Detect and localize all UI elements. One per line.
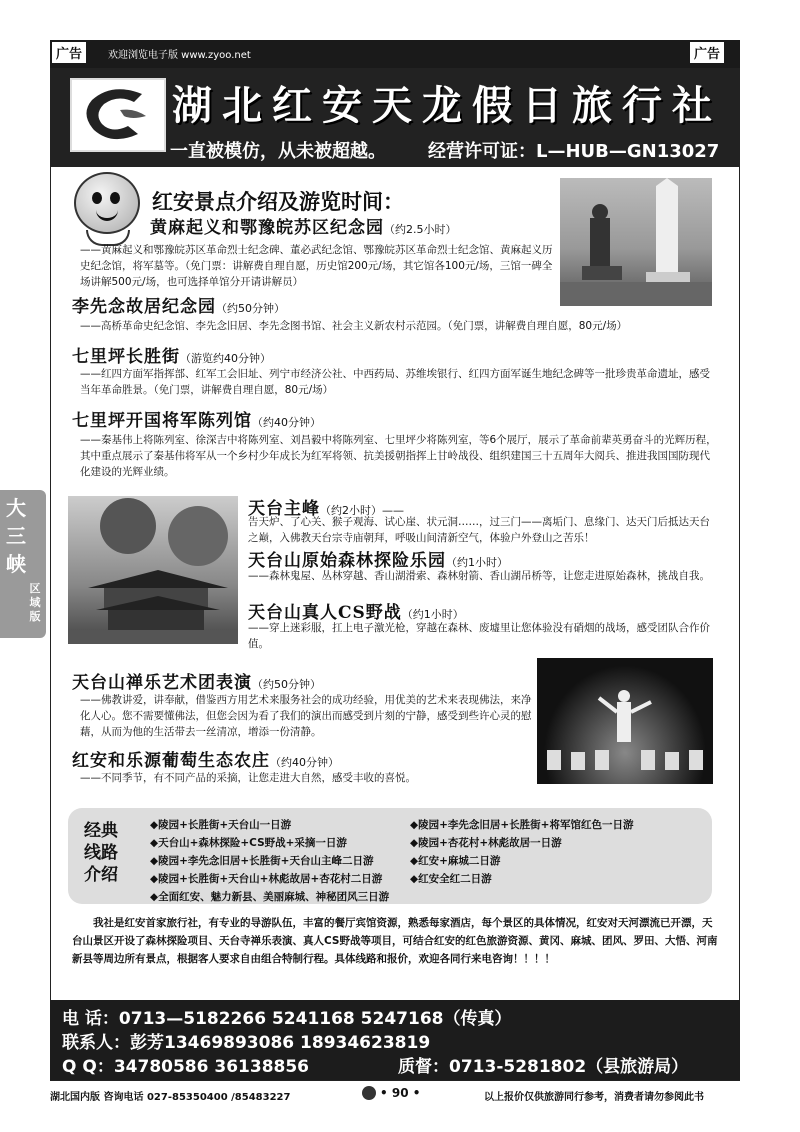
route-item[interactable]: ◆红安+麻城二日游	[410, 855, 501, 867]
phone-numbers[interactable]: 0713—5182266 5241168 5247168（传真）	[118, 1009, 512, 1029]
phone-label: 电 话：	[62, 1009, 119, 1029]
attraction-duration: （约40分钟）	[252, 416, 321, 429]
qq-numbers[interactable]: 34780586 36138856	[113, 1057, 310, 1077]
mascot-smile-icon	[96, 210, 118, 221]
contact-person-label: 联系人：	[62, 1033, 130, 1053]
temple-photo	[68, 496, 238, 644]
about-paragraph: 我社是红安首家旅行社，有专业的导游队伍，丰富的餐厅宾馆资源，熟悉每家酒店，每个景区的具体情况，红安对天河漂流已开漂，天台山景区开设了森林探险项目、天台寺禅乐表演、真人CS野战等项目，可结合红安的红色旅游资源、黄冈、麻城、团风、罗田、大悟、河南新县等周边所有景点，根据客人要求自由组合特制行程。具体线路和报价，欢迎各同行来电咨询！！！！	[72, 917, 718, 965]
attraction-name: 李先念故居纪念园	[72, 297, 216, 317]
route-item[interactable]: ◆陵园+李先念旧居+长胜街+天台山主峰二日游	[150, 855, 374, 867]
attraction-name: 天台主峰	[248, 499, 320, 519]
attraction-duration: （游览约40分钟）	[180, 352, 271, 365]
contact-person-row	[62, 1028, 430, 1053]
attraction-name: 天台山原始森林探险乐园	[248, 551, 446, 571]
monument-image-icon	[560, 178, 712, 306]
route-item[interactable]: ◆全面红安、魅力新县、美丽麻城、神秘团风三日游	[150, 891, 390, 903]
attraction-title	[72, 406, 321, 431]
dragon-logo-icon	[72, 80, 164, 150]
sidebar-small-text: 区域版	[29, 582, 41, 623]
temple-image-icon	[68, 496, 238, 644]
attraction-duration: （约1小时）	[401, 608, 464, 621]
route-item[interactable]: ◆陵园+李先念旧居+长胜街+将军馆红色一日游	[410, 819, 634, 831]
mascot-icon	[74, 172, 140, 234]
slogan: 一直被模仿，从未被超越。	[170, 141, 386, 162]
page-badge-icon	[362, 1086, 376, 1100]
route-item[interactable]: ◆陵园+长胜街+天台山+林彪故居+杏花村二日游	[150, 873, 383, 885]
attraction-name: 七里坪长胜街	[72, 347, 180, 367]
attraction-title	[150, 213, 457, 238]
attraction-desc: ——红四方面军指挥部、红军工会旧址、列宁市经济公社、中西药局、苏维埃银行、红四方面军诞生地纪念碑等一批珍贵革命遗址，感受当年革命胜景。（免门票，讲解费自理自愿，80元/场）	[80, 368, 710, 396]
footer-left: 湖北国内版 咨询电话 027-85350400 /85483227	[50, 1092, 291, 1103]
attraction-title	[72, 746, 339, 771]
attraction-duration: （约1小时）	[446, 556, 508, 569]
route-item[interactable]: ◆天台山+森林探险+CS野战+采摘一日游	[150, 837, 347, 849]
company-logo	[70, 78, 166, 152]
performance-photo	[537, 658, 713, 784]
attraction-title	[72, 342, 271, 367]
route-item[interactable]: ◆红安全红二日游	[410, 873, 492, 885]
attraction-name: 天台山真人CS野战	[248, 603, 402, 623]
attraction-name: 黄麻起义和鄂豫皖苏区纪念园	[150, 218, 384, 238]
company-name: 湖北红安天龙假日旅行社	[172, 82, 722, 129]
attraction-duration: （约2小时）——	[320, 504, 404, 517]
attraction-title	[72, 292, 285, 317]
mascot-eye-icon	[110, 192, 120, 204]
attraction-desc: ——不同季节，有不同产品的采摘，让您走进大自然，感受丰收的喜悦。	[80, 772, 416, 784]
attraction-desc: ——秦基伟上将陈列室、徐深吉中将陈列室、刘昌毅中将陈列室、七里坪少将陈列室，等6个展厅，展示了革命前辈英勇奋斗的光辉历程，其中重点展示了秦基伟将军从一个乡村少年成长为红军将领、抗美援朝指挥上甘岭战役、组织建国三十五周年大阅兵、推进我国国防现代化建设的光辉业绩。	[80, 434, 717, 478]
phone-row	[62, 1004, 511, 1029]
qq-row	[62, 1052, 309, 1077]
contact-person[interactable]: 彭芳13469893086 18934623819	[130, 1033, 431, 1053]
attraction-name: 红安和乐源葡萄生态农庄	[72, 751, 270, 771]
attraction-duration: （约2.5小时）	[384, 223, 457, 236]
attraction-duration: （约40分钟）	[270, 756, 339, 769]
attraction-name: 天台山禅乐艺术团表演	[72, 673, 252, 693]
route-item[interactable]: ◆陵园+长胜街+天台山一日游	[150, 819, 292, 831]
sidebar-big-text: 大三峡	[6, 496, 26, 576]
ad-tag-right: 广告	[690, 42, 724, 63]
attraction-name: 七里坪开国将军陈列馆	[72, 411, 252, 431]
license-number: 经营许可证：L—HUB—GN13027	[428, 141, 720, 162]
attraction-duration: （约50分钟）	[252, 678, 321, 691]
footer-right: 以上报价仅供旅游同行参考，消费者请勿参阅此书	[484, 1092, 704, 1103]
attraction-desc: ——森林鬼屋、丛林穿越、香山湖滑索、森林射箭、香山湖吊桥等，让您走进原始森林，挑战自我。	[248, 570, 710, 582]
ad-tag-left: 广告	[52, 42, 86, 63]
supervision-phone[interactable]: 质督：0713-5281802（县旅游局）	[398, 1057, 689, 1077]
routes-title: 经典线路介绍	[84, 821, 118, 885]
attraction-desc: ——佛教讲爱，讲奉献，借鉴西方用艺术来服务社会的成功经验，用优美的艺术来表现佛法，来净化人心。您不需要懂佛法，但您会因为看了我们的演出而感受到片刻的宁静，感受到些许心灵的慰藉，从而为他的生活带去一丝清凉，增添一份清静。	[80, 694, 532, 738]
intro-title: 红安景点介绍及游览时间：	[152, 190, 404, 214]
attraction-desc: ——高桥革命史纪念馆、李先念旧居、李先念图书馆、社会主义新农村示范园。（免门票，讲解费自理自愿，80元/场）	[80, 320, 628, 332]
attraction-desc: ——穿上迷彩服，扛上电子激光枪，穿越在森林、废墟里让您体验没有硝烟的战场，感受团队合作价值。	[248, 622, 710, 650]
attraction-desc: 告天炉、了心关、猴子观海、试心崖、状元洞……，过三门——离垢门、息缘门、达天门后抵达天台之巅，入佛教天台宗寺庙朝拜，呼吸山间清新空气，体验户外登山之苦乐！	[248, 516, 710, 544]
website-label[interactable]: 欢迎浏览电子版 www.zyoo.net	[108, 50, 251, 61]
qq-label: Q Q：	[62, 1057, 114, 1077]
route-item[interactable]: ◆陵园+杏花村+林彪故居一日游	[410, 837, 562, 849]
performance-image-icon	[537, 658, 713, 784]
attraction-duration: （约50分钟）	[216, 302, 285, 315]
attraction-desc: ——黄麻起义和鄂豫皖苏区革命烈士纪念碑、董必武纪念馆、鄂豫皖苏区革命烈士纪念馆、黄麻起义历史纪念馆，将军墓等。（免门票：讲解费自理自愿，历史馆200元/场，其它馆各100元/场，三馆一碑全场讲解500元/场，也可选择单馆分开请讲解员）	[80, 244, 553, 288]
attraction-title	[72, 668, 321, 693]
page-number: • 90 •	[380, 1086, 421, 1100]
monument-photo	[560, 178, 712, 306]
mascot-eye-icon	[92, 192, 102, 204]
